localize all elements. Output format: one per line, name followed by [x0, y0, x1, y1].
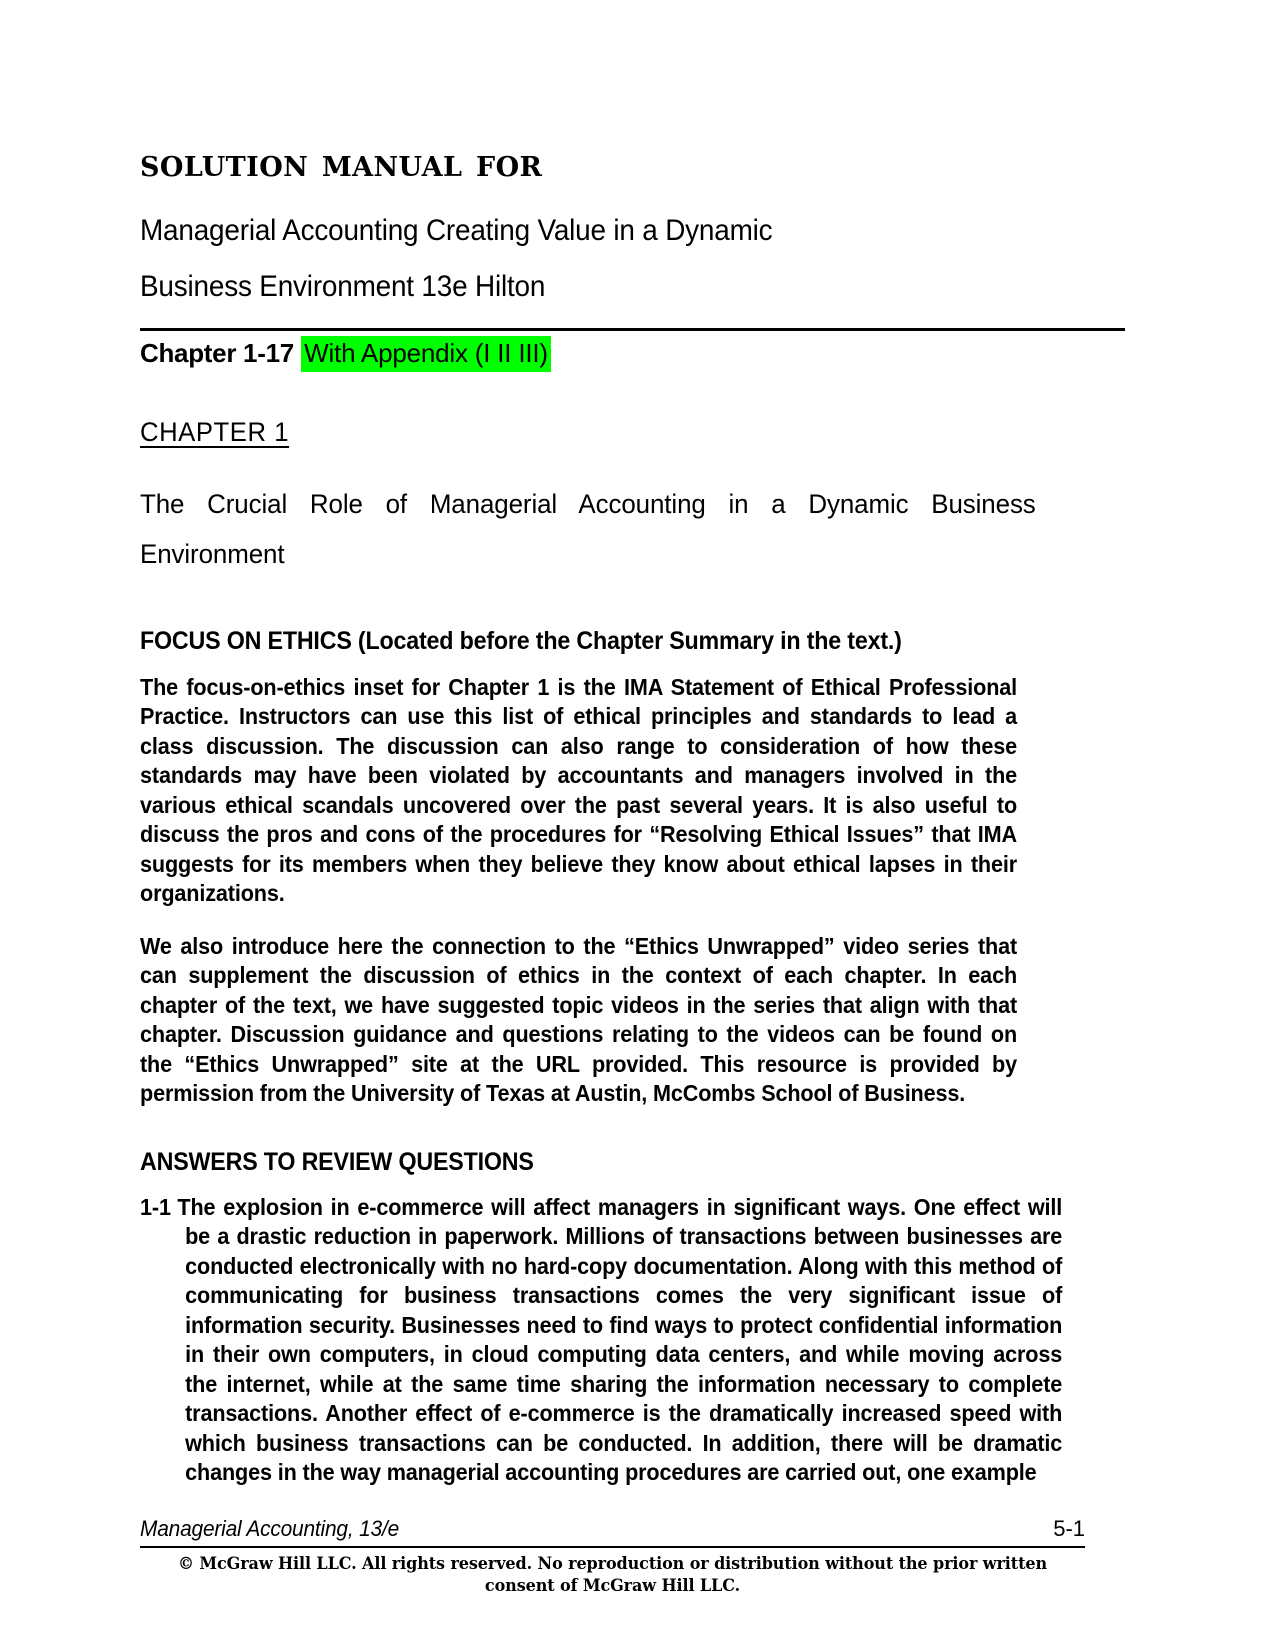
- page-content: [140, 0, 1073, 1511]
- footer-copyright-notice: © McGraw Hill LLC. All rights reserved. No reproduction or distribution without the prior written consent of McGraw Hill LLC.: [177, 1554, 1048, 1595]
- title-divider-rule: [140, 328, 1125, 331]
- footer-page-number: 5-1: [1053, 1516, 1085, 1541]
- document-subtitle-line-1: Managerial Accounting Creating Value in a Dynamic: [140, 213, 773, 247]
- focus-on-ethics-paragraph-1: The focus-on-ethics inset for Chapter 1 is the IMA Statement of Ethical Professional Practice. Instructors can use this list of ethical principles and standards to lead a class discussion. The discussion can also range to consideration of how these standards may have been violated by accountants and managers involved in the various ethical scandals uncovered over the past several years. It is also useful to discuss the pros and cons of the procedures for “Resolving Ethical Issues” that IMA suggests for its members when they believe they know about ethical lapses in their organizations.: [140, 673, 1018, 907]
- chapter-title: [140, 479, 1036, 579]
- chapter-range-appendix-highlight: With Appendix (I II III): [301, 336, 551, 372]
- chapter-number-heading: CHAPTER 1: [140, 416, 290, 447]
- document-subtitle-line-2: Business Environment 13e Hilton: [140, 269, 546, 303]
- footer-book-reference: Managerial Accounting, 13/e: [140, 1516, 400, 1541]
- focus-on-ethics-paragraph-2: We also introduce here the connection to the “Ethics Unwrapped” video series that can supplement the discussion of ethics in the context of each chapter. In each chapter of the text, we have suggested topic videos in the series that align with that chapter. Discussion guidance and questions relating to the videos can be found on the “Ethics Unwrapped” site at the URL provided. This resource is provided by permission from the University of Texas at Austin, McCombs School of Business.: [140, 932, 1018, 1107]
- review-question-answer: [140, 1193, 1062, 1488]
- footer-divider-rule: [140, 1546, 1085, 1548]
- chapter-range-label: Chapter 1-17: [140, 337, 294, 368]
- footer-top-row: [140, 1516, 1085, 1542]
- document-subtitle: [140, 203, 1073, 315]
- review-question-text: The explosion in e-commerce will affect managers in significant ways. One effect will be a drastic reduction in paperwork. Millions of transactions between businesses are conducted electronically with no hard-copy documentation. Along with this method of communicating for business transactions comes the very significant issue of information security. Businesses need to find ways to protect confidential information in their own computers, in cloud computing data centers, and while moving across the internet, while at the same time sharing the information necessary to complete transactions. Another effect of e-commerce is the dramatically increased speed with which business transactions can be conducted. In addition, there will be dramatic changes in the way managerial accounting procedures are carried out, one example: [177, 1193, 1063, 1486]
- page-footer: [140, 1516, 1085, 1597]
- review-question-number: 1-1: [140, 1193, 171, 1220]
- focus-on-ethics-heading: FOCUS ON ETHICS (Located before the Chapter Summary in the text.): [140, 626, 902, 655]
- answers-to-review-questions-heading: ANSWERS TO REVIEW QUESTIONS: [140, 1147, 534, 1176]
- chapter-range-line: [140, 336, 1073, 370]
- chapter-title-text: The Crucial Role of Managerial Accounting in a Dynamic Business Environment: [140, 488, 1036, 569]
- document-main-title: solution manual for: [140, 140, 543, 185]
